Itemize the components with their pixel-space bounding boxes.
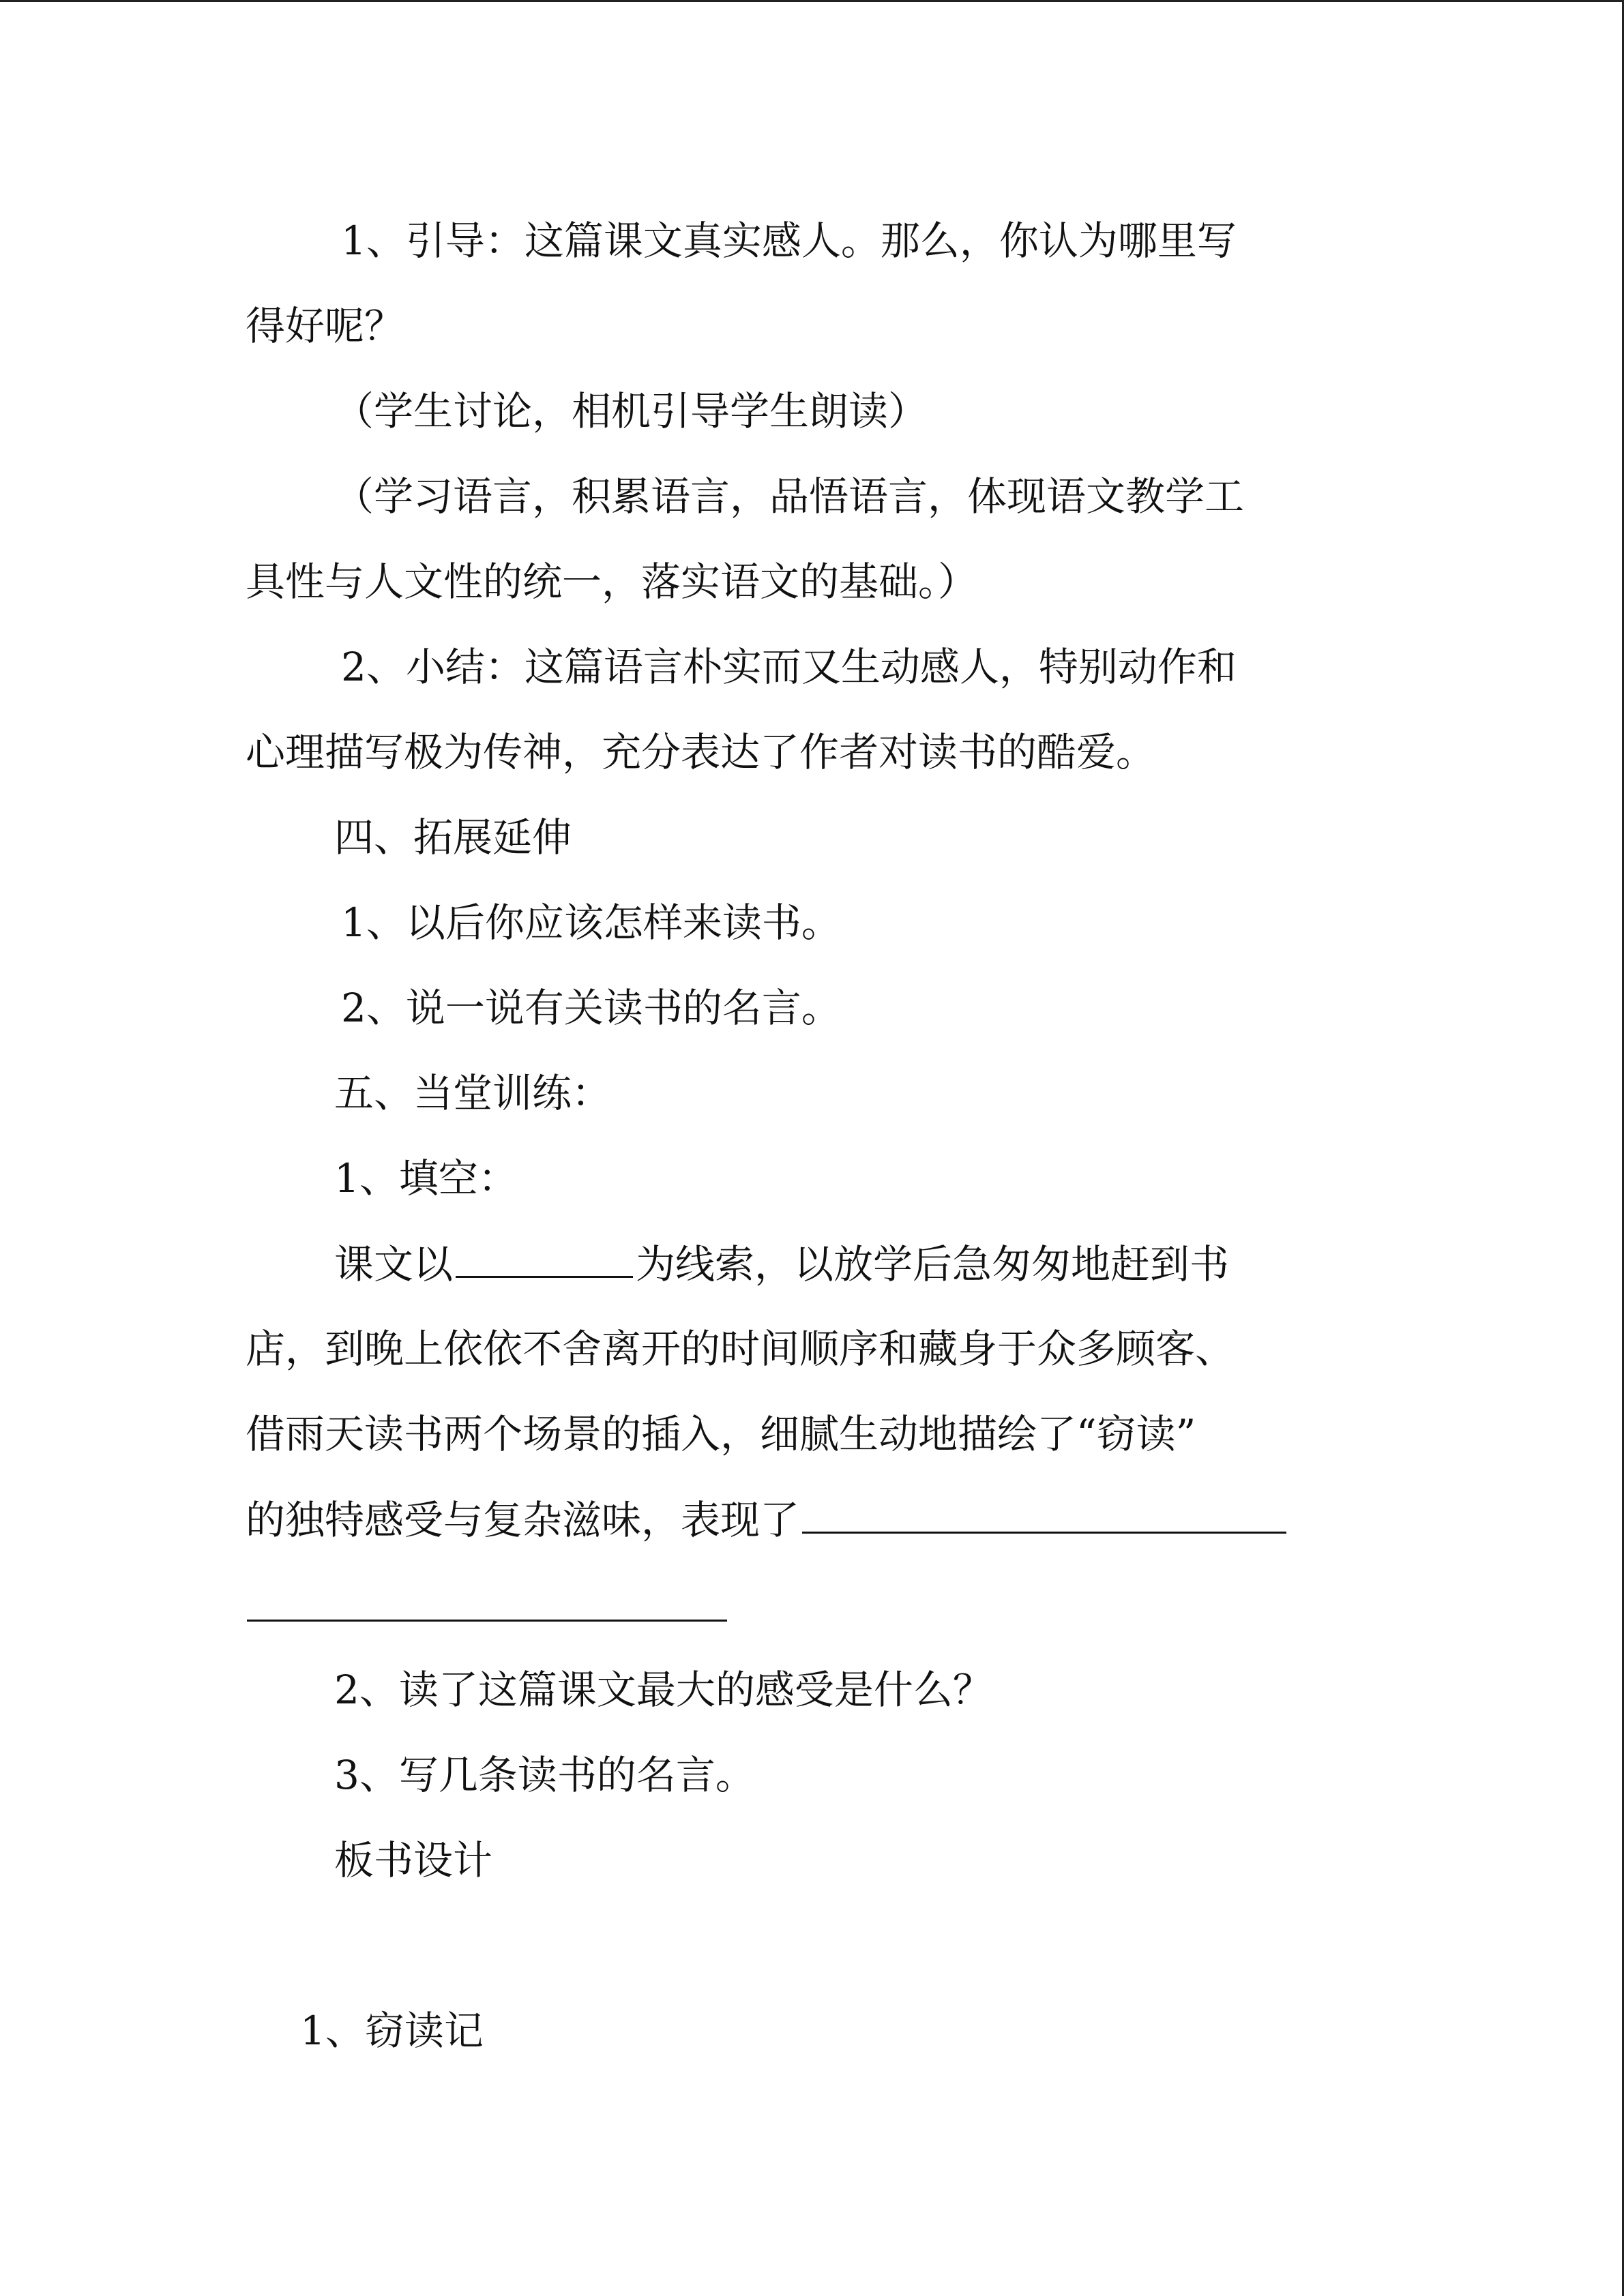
line-fill-blank-2: 店，到晚上依依不舍离开的时间顺序和藏身于众多顾客、 — [246, 1326, 1235, 1372]
answer-blank-long — [802, 1492, 1286, 1534]
fill-blank-text-end: 为线索，以放学后急匆匆地赶到书 — [636, 1241, 1230, 1287]
line-guide-1: 1、引导：这篇课文真实感人。那么，你认为哪里写 — [341, 218, 1237, 264]
board-design-item-1: 1、窃读记 — [300, 2008, 484, 2054]
fill-blank-text-start: 课文以 — [334, 1241, 454, 1287]
line-guide-2: 得好呢？ — [246, 303, 404, 349]
fill-blank-text-express: 的独特感受与复杂滋味，表现了 — [246, 1497, 800, 1543]
answer-blank-short — [456, 1236, 633, 1278]
line-language-2: 具性与人文性的统一，落实语文的基础。） — [246, 558, 978, 605]
section-heading-extension: 四、拓展延伸 — [334, 814, 572, 861]
line-extension-2: 2、说一说有关读书的名言。 — [341, 985, 841, 1031]
line-discussion: （学生讨论，相机引导学生朗读） — [334, 388, 928, 434]
line-extension-1: 1、以后你应该怎样来读书。 — [341, 899, 841, 946]
line-question-2: 2、读了这篇课文最大的感受是什么？ — [334, 1667, 992, 1713]
line-summary-1: 2、小结：这篇语言朴实而又生动感人，特别动作和 — [341, 644, 1237, 690]
line-fill-blank-4 — [246, 1492, 1286, 1547]
line-fill-blank-label: 1、填空： — [334, 1155, 518, 1202]
line-fill-blank-3: 借雨天读书两个场景的插入，细腻生动地描绘了“窃读” — [246, 1411, 1196, 1457]
line-summary-2: 心理描写极为传神，充分表达了作者对读书的酷爱。 — [246, 729, 1156, 775]
answer-blank-continuation — [247, 1620, 727, 1622]
section-heading-board-design: 板书设计 — [334, 1837, 493, 1883]
line-question-3: 3、写几条读书的名言。 — [334, 1752, 755, 1798]
section-heading-practice: 五、当堂训练： — [334, 1070, 612, 1116]
line-language-1: （学习语言，积累语言，品悟语言，体现语文教学工 — [334, 473, 1245, 520]
line-fill-blank-1 — [334, 1236, 1229, 1292]
